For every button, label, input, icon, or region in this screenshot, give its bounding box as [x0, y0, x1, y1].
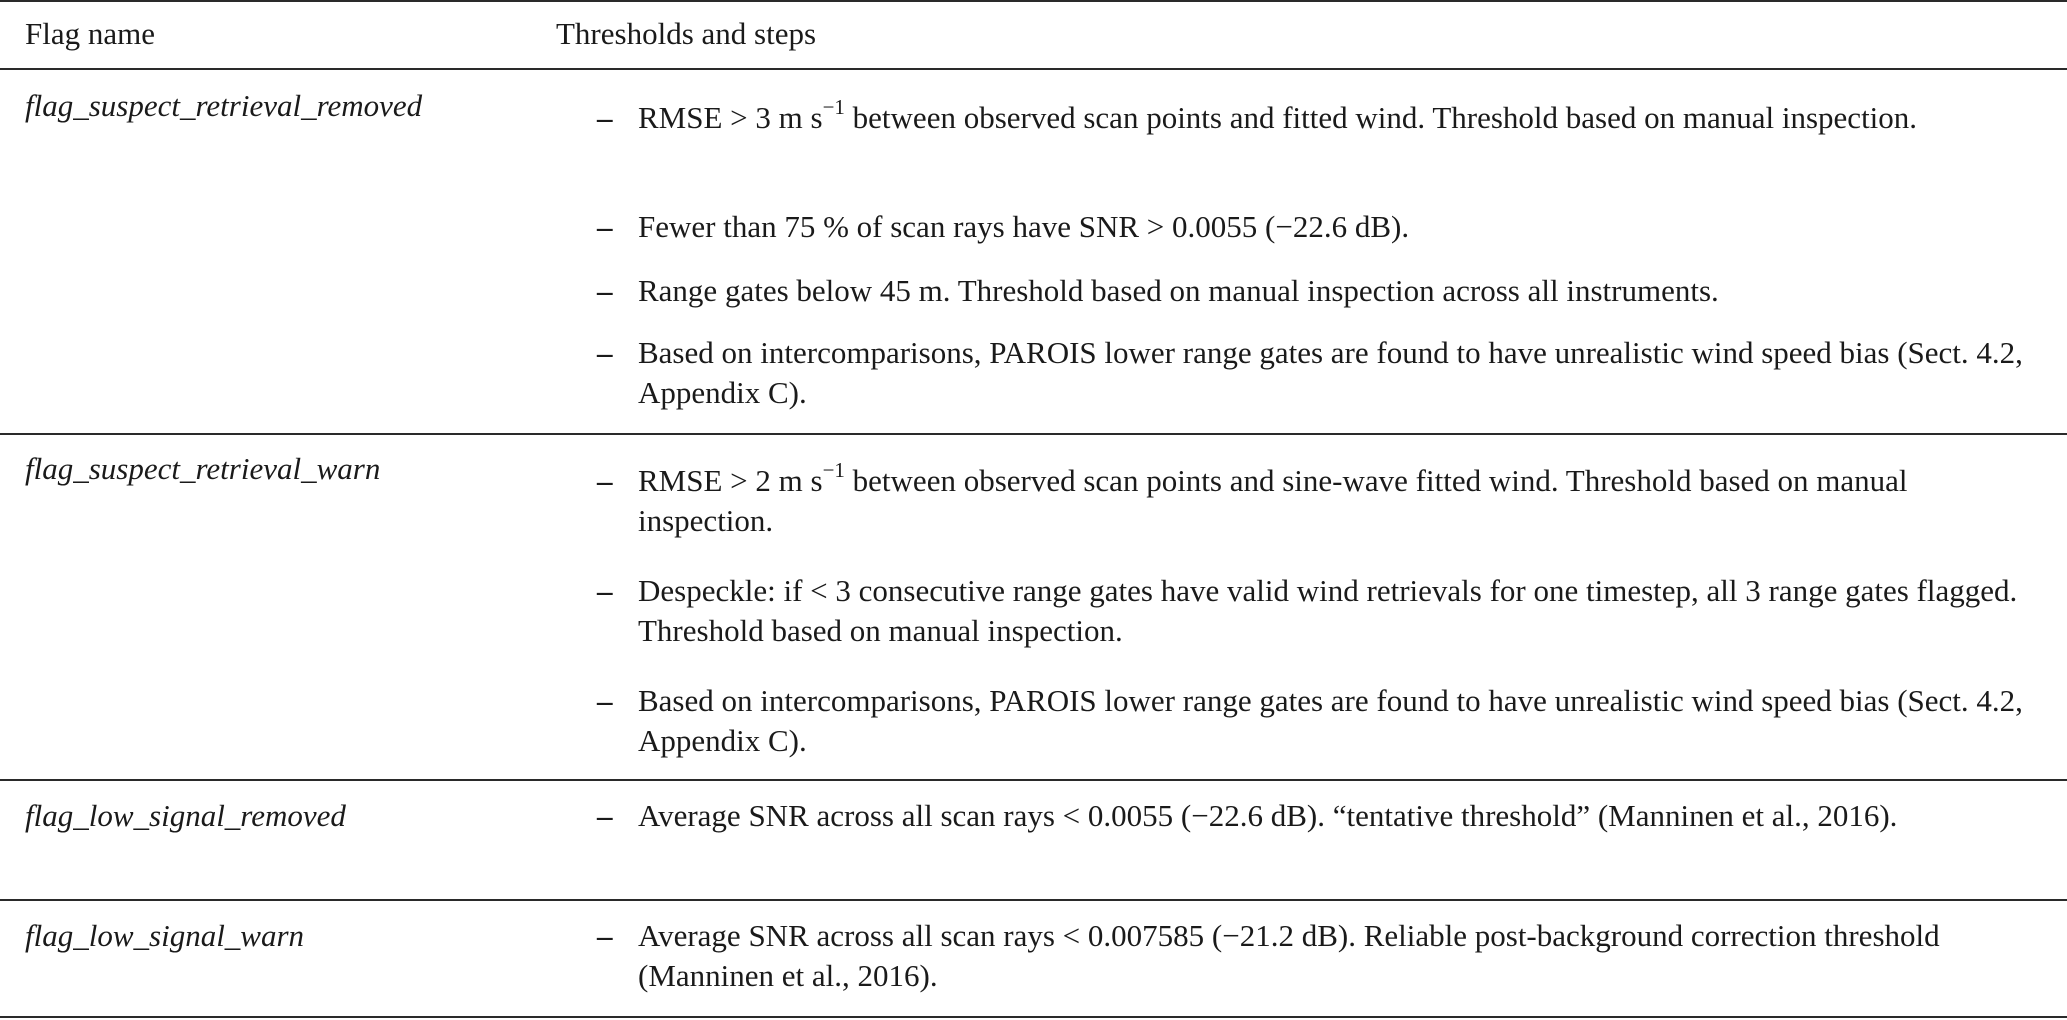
threshold-item [597, 207, 2047, 247]
threshold-item [597, 916, 2047, 996]
header-flag-name: Flag name [25, 16, 155, 51]
threshold-text: Fewer than 75 % of scan rays have SNR > 0.0055 (−22.6 dB). [638, 209, 1410, 244]
list-dash: – [597, 273, 613, 308]
row-rule [0, 899, 2067, 901]
list-dash: – [597, 335, 613, 370]
threshold-text: Based on intercomparisons, PAROIS lower range gates are found to have unrealistic wind speed bias (Sect. 4.2, Appendix C). [638, 683, 2023, 758]
threshold-text: RMSE > 3 m $s^{-1}$ between observed scan points and fitted wind. Threshold based on manual inspection. [638, 94, 1918, 135]
threshold-item [597, 271, 2047, 311]
threshold-text: Based on intercomparisons, PAROIS lower range gates are found to have unrealistic wind speed bias (Sect. 4.2, Appendix C). [638, 335, 2023, 410]
flag-name-cell: flag_low_signal_warn [25, 918, 305, 953]
list-dash: – [597, 100, 613, 135]
flag-name-cell: flag_suspect_retrieval_warn [25, 451, 381, 486]
list-dash: – [597, 798, 613, 833]
row-rule [0, 779, 2067, 781]
threshold-item [597, 571, 2047, 651]
threshold-text: Average SNR across all scan rays < 0.007585 (−21.2 dB). Reliable post-background correction threshold (Manninen et al., 2016). [638, 918, 1940, 993]
list-dash: – [597, 573, 613, 608]
list-dash: – [597, 918, 613, 953]
list-dash: – [597, 463, 613, 498]
threshold-text: Despeckle: if < 3 consecutive range gates have valid wind retrievals for one timestep, all 3 range gates flagged. Threshold based on manual inspection. [638, 573, 2018, 648]
flag-name-cell: flag_low_signal_removed [25, 798, 346, 833]
table-top-rule [0, 0, 2067, 2]
threshold-text: RMSE > 2 m $s^{-1}$ between observed scan points and sine-wave fitted wind. Threshold based on manual inspection. [638, 457, 1908, 538]
threshold-item [597, 796, 2047, 836]
list-dash: – [597, 683, 613, 718]
list-dash: – [597, 209, 613, 244]
threshold-item [597, 94, 2047, 138]
header-rule [0, 68, 2067, 70]
header-thresholds: Thresholds and steps [556, 16, 817, 51]
row-rule [0, 433, 2067, 435]
table-bottom-rule [0, 1016, 2067, 1018]
threshold-text: Average SNR across all scan rays < 0.0055 (−22.6 dB). “tentative threshold” (Manninen et al., 2016). [638, 798, 1898, 833]
flag-name-cell: flag_suspect_retrieval_removed [25, 88, 423, 123]
threshold-item [597, 333, 2047, 413]
threshold-text: Range gates below 45 m. Threshold based on manual inspection across all instruments. [638, 273, 1719, 308]
threshold-item [597, 457, 2047, 541]
threshold-item [597, 681, 2047, 761]
